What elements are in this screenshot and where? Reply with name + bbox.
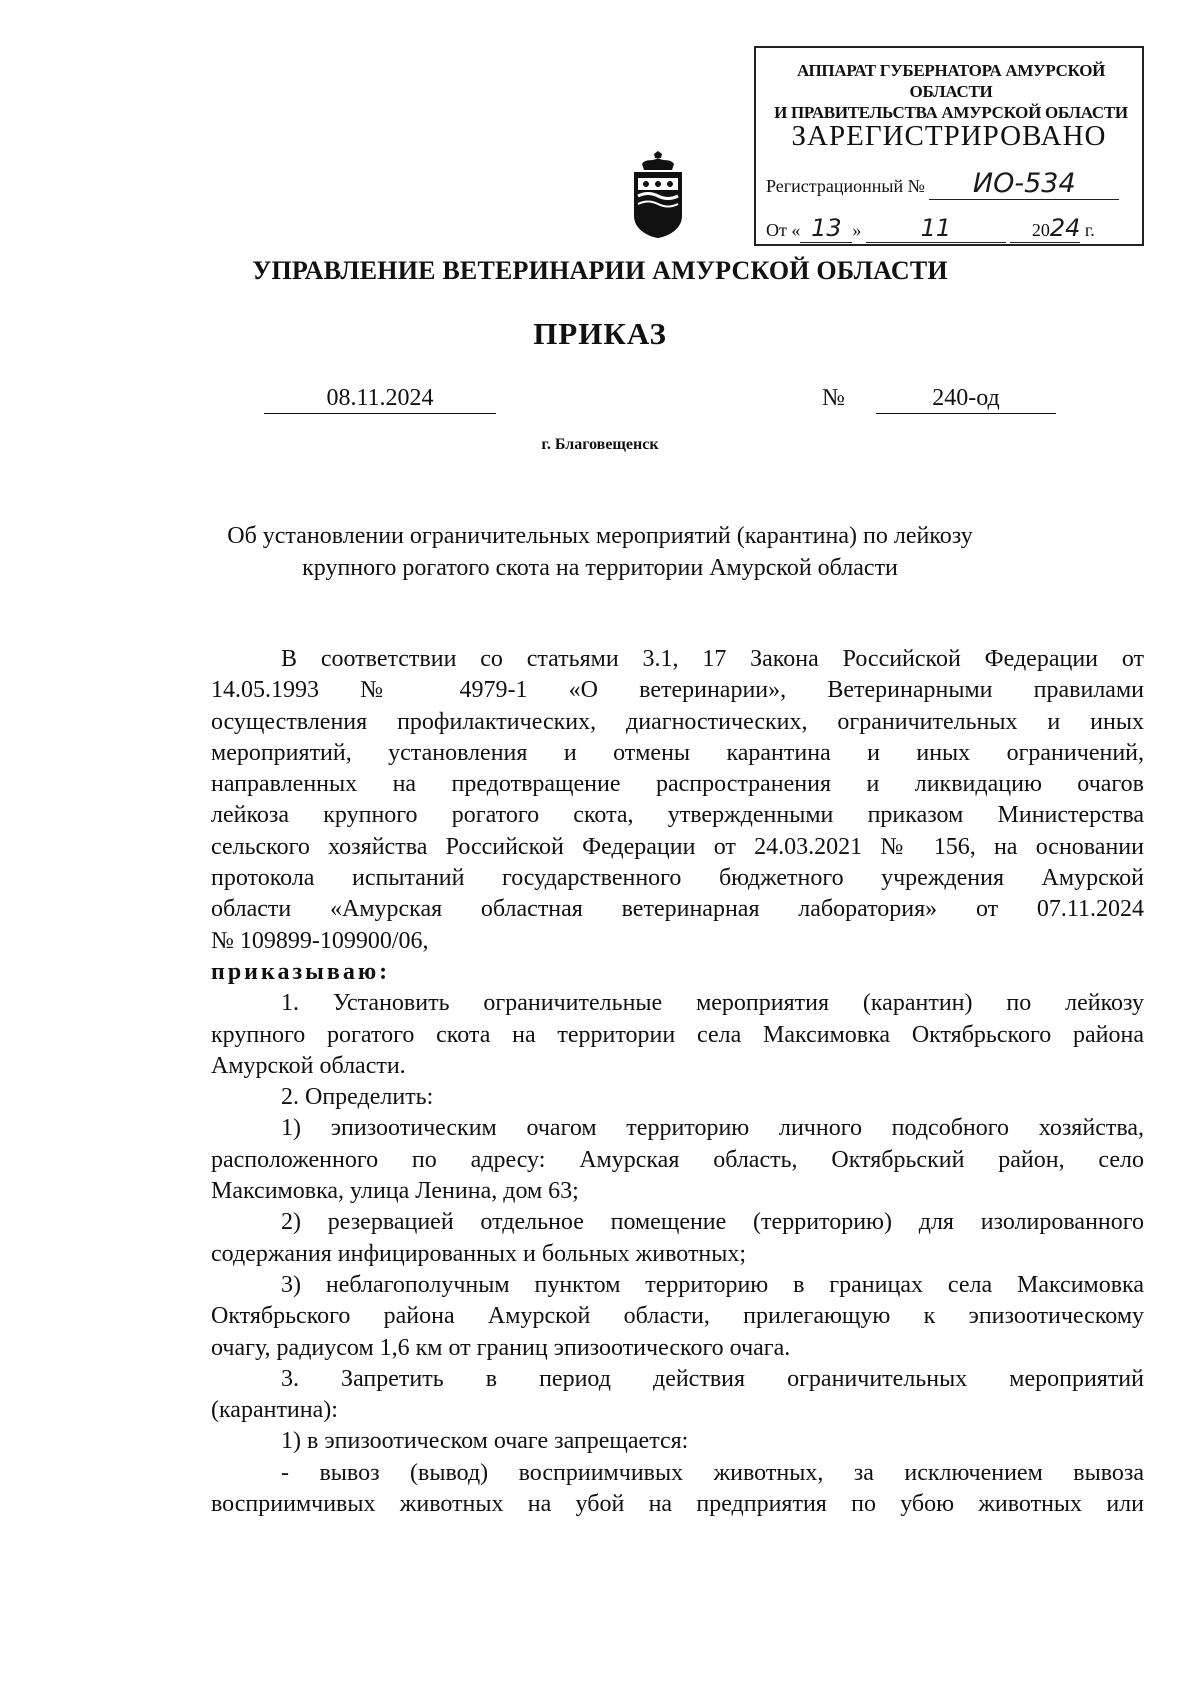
body-line: № 109899-109900/06, [211,927,429,954]
body-line: 2) резервацией отдельное помещение (территорию) для изолированного [281,1209,1144,1236]
subject-line-2: крупного рогатого скота на территории Амурской области [302,555,898,581]
subject-line-1: Об установлении ограничительных мероприятий (карантина) по лейкозу [227,523,973,549]
document-subject [200,520,1000,584]
stamp-organization [766,60,1136,123]
number-sign: № [822,385,845,411]
body-line: крупного рогатого скота на территории села Максимовка Октябрьского района [211,1021,1144,1048]
stamp-year-suffix: 24 [1049,214,1081,242]
body-line: В соответствии со статьями 3.1, 17 Закона Российской Федерации от [281,646,1144,672]
document-date: 08.11.2024 [264,383,496,414]
stamp-from-label: От « [766,220,801,240]
stamp-month: 11 [866,214,1006,243]
body-line: содержания инфицированных и больных животных; [211,1240,747,1267]
body-line: лейкоза крупного рогатого скота, утвержденными приказом Министерства [211,802,1144,829]
body-line: 1) в эпизоотическом очаге запрещается: [281,1428,689,1455]
body-line: осуществления профилактических, диагностических, ограничительных и иных [211,708,1144,735]
body-line: сельского хозяйства Российской Федерации от 24.03.2021 № 156, на основании [211,833,1144,860]
body-line: расположенного по адресу: Амурская область, Октябрьский район, село [211,1146,1144,1173]
coat-of-arms-icon [628,150,688,240]
stamp-date-line [766,214,1095,243]
body-line: восприимчивых животных на убой на предприятия по убою животных или [211,1491,1144,1518]
body-line: 3) неблагополучным пунктом территорию в границах села Максимовка [281,1271,1144,1298]
organization-title: УПРАВЛЕНИЕ ВЕТЕРИНАРИИ АМУРСКОЙ ОБЛАСТИ [252,256,948,285]
body-line: Амурской области. [211,1052,406,1079]
body-line: 1) эпизоотическим очагом территорию личного подсобного хозяйства, [281,1115,1144,1142]
body-line: мероприятий, установления и отмены карантина и иных ограничений, [211,739,1144,766]
stamp-month-sep: » [852,220,862,240]
document-body [211,644,1144,1520]
stamp-registration-line [766,168,1119,200]
body-line: области «Амурская областная ветеринарная лаборатория» от 07.11.2024 [211,896,1144,923]
body-line: 1. Установить ограничительные мероприятия (карантин) по лейкозу [281,990,1144,1017]
document-type: ПРИКАЗ [533,316,667,351]
body-line: - вывоз (вывод) восприимчивых животных, за исключением вывоза [281,1459,1144,1486]
stamp-reg-label: Регистрационный № [766,176,925,196]
document-city: г. Благовещенск [541,436,659,453]
stamp-day: 13 [800,214,852,243]
order-keyword: приказываю: [211,958,391,985]
body-line: 14.05.1993 № 4979-1 «О ветеринарии», Ветеринарными правилами [211,677,1144,704]
body-line: очагу, радиусом 1,6 км от границ эпизоотического очага. [211,1334,791,1361]
stamp-reg-number: ИО-534 [929,168,1119,200]
body-line: (карантина): [211,1397,338,1424]
body-line: Максимовка, улица Ленина, дом 63; [211,1178,579,1205]
body-line: Октябрьского района Амурской области, прилегающую к эпизоотическому [211,1303,1144,1330]
document-number: 240-од [876,383,1056,414]
body-line: протокола испытаний государственного бюджетного учреждения Амурской [211,865,1144,892]
stamp-org-line-2: И ПРАВИТЕЛЬСТВА АМУРСКОЙ ОБЛАСТИ [774,103,1128,122]
body-line: 2. Определить: [281,1084,434,1111]
stamp-org-line-1: АППАРАТ ГУБЕРНАТОРА АМУРСКОЙ ОБЛАСТИ [796,61,1106,101]
registration-stamp [754,46,1144,246]
stamp-year-prefix: 20 [1031,220,1050,240]
stamp-title: ЗАРЕГИСТРИРОВАНО [791,120,1107,152]
body-line: 3. Запретить в период действия ограничительных мероприятий [281,1365,1144,1392]
stamp-year-unit: г. [1084,220,1095,240]
stamp-year [1010,214,1080,243]
body-line: направленных на предотвращение распространения и ликвидацию очагов [211,771,1144,798]
